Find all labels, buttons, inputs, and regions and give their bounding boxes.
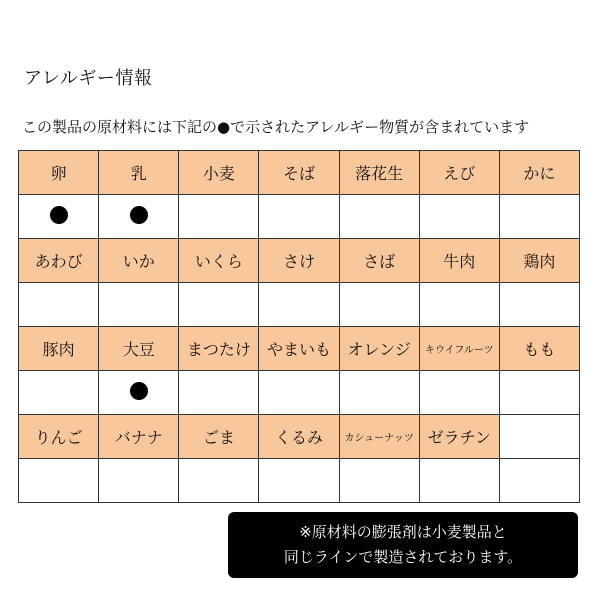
- allergen-name-cell: りんご: [19, 415, 99, 459]
- allergen-mark-cell: [259, 459, 339, 503]
- allergen-name-cell: ゼラチン: [419, 415, 499, 459]
- allergen-name-cell: そば: [259, 151, 339, 195]
- allergen-mark-row: [19, 371, 580, 415]
- allergen-name-row: [19, 239, 580, 283]
- allergen-mark-row: [19, 459, 580, 503]
- allergen-mark-cell: [499, 371, 579, 415]
- allergen-mark-cell: [19, 195, 99, 239]
- allergen-mark-cell: [179, 459, 259, 503]
- allergen-name-cell: もも: [499, 327, 579, 371]
- allergen-name-cell: 卵: [19, 151, 99, 195]
- allergen-name-cell: カシューナッツ: [339, 415, 419, 459]
- allergen-mark-cell: [339, 283, 419, 327]
- allergen-name-cell: いくら: [179, 239, 259, 283]
- allergen-mark-row: [19, 195, 580, 239]
- allergen-mark-cell: [499, 195, 579, 239]
- allergen-name-cell: さば: [339, 239, 419, 283]
- allergen-mark-cell: [99, 283, 179, 327]
- allergen-name-cell: オレンジ: [339, 327, 419, 371]
- allergen-name-cell: さけ: [259, 239, 339, 283]
- allergen-name-cell: 豚肉: [19, 327, 99, 371]
- allergen-mark-cell: [259, 371, 339, 415]
- allergen-mark-cell: [259, 195, 339, 239]
- allergen-name-cell: えび: [419, 151, 499, 195]
- allergen-mark-cell: [19, 283, 99, 327]
- allergen-name-cell: 鶏肉: [499, 239, 579, 283]
- allergen-mark-cell: [419, 283, 499, 327]
- allergen-mark-cell: [419, 195, 499, 239]
- allergen-mark-cell: [179, 283, 259, 327]
- allergen-name-cell: ごま: [179, 415, 259, 459]
- allergen-mark-cell: [499, 283, 579, 327]
- allergen-mark-cell: [339, 195, 419, 239]
- allergen-mark-row: [19, 283, 580, 327]
- allergen-name-cell: まつたけ: [179, 327, 259, 371]
- allergen-mark-cell: [259, 283, 339, 327]
- allergen-name-row: [19, 327, 580, 371]
- note-line-2: 同じラインで製造されております。: [283, 548, 523, 566]
- allergen-name-cell: 乳: [99, 151, 179, 195]
- present-dot-icon: [130, 382, 148, 400]
- allergen-mark-cell: [419, 371, 499, 415]
- allergen-mark-cell: [179, 195, 259, 239]
- allergen-name-row: [19, 415, 580, 459]
- empty-cell: [499, 415, 579, 459]
- note-line-1: ※原材料の膨張剤は小麦製品と: [299, 523, 507, 541]
- allergen-name-cell: やまいも: [259, 327, 339, 371]
- allergen-mark-cell: [339, 459, 419, 503]
- allergen-name-cell: かに: [499, 151, 579, 195]
- allergen-mark-cell: [99, 195, 179, 239]
- allergen-name-cell: あわび: [19, 239, 99, 283]
- allergen-name-cell: キウイフルーツ: [419, 327, 499, 371]
- present-dot-icon: [130, 206, 148, 224]
- present-dot-icon: [50, 206, 68, 224]
- allergen-mark-cell: [19, 459, 99, 503]
- allergen-mark-cell: [19, 371, 99, 415]
- allergen-mark-cell: [99, 459, 179, 503]
- allergen-name-cell: 小麦: [179, 151, 259, 195]
- allergen-name-cell: くるみ: [259, 415, 339, 459]
- allergen-mark-cell: [99, 371, 179, 415]
- allergen-mark-cell: [499, 459, 579, 503]
- allergen-mark-cell: [339, 371, 419, 415]
- allergen-name-cell: 落花生: [339, 151, 419, 195]
- allergen-name-row: [19, 151, 580, 195]
- page-title: アレルギー情報: [24, 68, 153, 89]
- note-box: [228, 512, 578, 578]
- allergen-name-cell: バナナ: [99, 415, 179, 459]
- allergen-name-cell: 大豆: [99, 327, 179, 371]
- allergen-mark-cell: [179, 371, 259, 415]
- allergen-name-cell: いか: [99, 239, 179, 283]
- allergen-table: [18, 150, 580, 503]
- allergen-mark-cell: [419, 459, 499, 503]
- allergen-name-cell: 牛肉: [419, 239, 499, 283]
- intro-text: この製品の原材料には下記の●で示されたアレルギー物質が含まれています: [22, 118, 530, 136]
